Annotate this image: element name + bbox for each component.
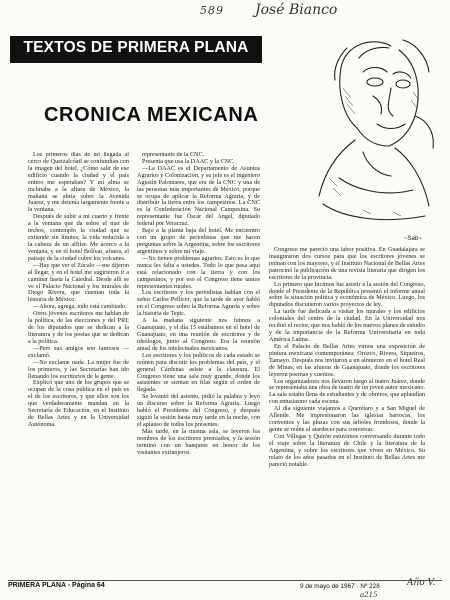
paragraph: A la mañana siguiente nos fuimos a Guanajuato, y el día 15 estábamos en el hotel de Guanajuato, en una reunión de escritores y de ideólogos, junto al Congreso. Era la reunión anual de los intelectuales mexicanos. [137, 317, 260, 352]
article-column-3 [269, 247, 425, 576]
paragraph: Al día siguiente viajamos a Querétaro y a San Miguel de Allende. Me impresionaron las iglesias barrocas, los conventos y las plazas con sus árboles frondosos, donde la gente se reúne al atardecer para conversar. [269, 405, 425, 433]
paragraph: Los organizadores nos llevaron luego al teatro Juárez, donde se representaba una obra de teatro de un joven autor mexicano. La sala estaba llena de estudiantes y de obreros, que aplaudían con entusiasmo cada escena. [269, 377, 425, 406]
section-banner [10, 36, 262, 63]
handwritten-archive-number: 589 [200, 4, 224, 17]
paragraph: Se levantó del asiento, pidió la palabra y leyó un discurso sobre la Reforma Agraria. Luego habló el Presidente del Congreso, y después siguió la sesión hasta muy tarde en la noche, con el aplauso de todos los presentes. [137, 393, 260, 428]
paragraph: Congreso me pareció una labor positiva. En Guadalajara se inauguraron dos cursos para que los escritores jóvenes se reúnan con los mayores, y el Instituto Nacional de Bellas Artes patrocinó la publicación de una revista literaria que dirigen los escritores de la provincia. [269, 247, 425, 281]
paragraph: Explicó que uno de los grupos que se ocupan de la cosa pública en el país es el de los escritores, y que ellos son los que verdaderamente mandan en la Secretaría de Educación, en el Instituto de Bellas Artes y en la Universidad Autónoma. [28, 379, 129, 428]
paragraph: En el Palacio de Bellas Artes vimos una exposición de pintura mexicana contemporánea: Orozco, Rivera, Siqueiros, Tamayo. Después nos invitaron a un almuerzo en el hotel Real de Minas, en las afueras de Guanajuato, donde los escritores leyeron poemas y cuentos. [269, 342, 425, 378]
paragraph: La tarde fue dedicada a visitar los murales y los edificios coloniales del centro de la ciudad. En la Universidad nos recibió el rector, que nos habló de los nuevos planes de estudio y de la importancia de la Reforma Universitaria en toda América Latina. [269, 308, 425, 343]
article-column-2 [137, 152, 260, 576]
artist-signature: ~Sab~ [404, 236, 422, 242]
section-title: TEXTOS DE PRIMERA PLANA [23, 39, 249, 56]
paragraph: —Ahora, agrega, todo está cambiado. [33, 303, 127, 311]
paragraph: representante de la CNC. [142, 152, 205, 158]
article-column-1 [28, 152, 129, 576]
handwritten-author-name: José Bianco [255, 2, 338, 18]
handwritten-page-number: a215 [360, 591, 378, 599]
paragraph: Después de subir a mi cuarto y frente a la ventana que da sobre el mar de techos, contemplo la ciudad que se extiende sin límites; la vida reducida a la cabeza de un alfiler. Me acerco a la ventana, y en el hotel Bolívar, afuera, el paisaje de la ciudad cubre los volcanes. [28, 213, 129, 262]
paragraph: Lo primero que hicimos fue asistir a la sesión del Congreso, donde el Presidente de la República presentó el informe anual sobre la situación política y económica de México. Luego, los diputados discutieron varios proyectos de ley. [269, 280, 425, 309]
paragraph: —No exclame nada. La mujer fue de los primeros, y las Secretarías han ido llenando los escritorios de la gente. [28, 358, 129, 380]
publication-page-label: PRIMERA PLANA - Página 64 [8, 582, 105, 589]
paragraph: Los escritores y los periodistas hablan con el señor Carlos Pellicer, que la tarde de ayer habló en el Congreso sobre la Reforma Agraria y sobre la historia de Tepic. [137, 289, 260, 318]
paragraph: Otros jóvenes escritores me hablan de la política, de las elecciones y del PRI; de los diputados que se dedican a la literatura y de los poetas que se dedican a la política. [28, 310, 129, 345]
paragraph: Con Villegas y Quirón estuvimos conversando durante todo el viaje sobre la literatura de Chile y la literatura de la Argentina, y sobre los escritores que viven en México. Su relato de los años pasados en el Instituto de Bellas Artes me pareció notable. [269, 432, 425, 468]
paragraph: Los escritores y los políticos de cada estado se reúnen para discutir los problemas del país, y el general Cárdenas asiste a la clausura. El Congreso tiene una sala muy grande, donde los asistentes se sientan en filas según el orden de llegada. [137, 351, 260, 394]
paragraph: —La DAAC es el Departamento de Asuntos Agrarios y Colonización, y su jefe es el ingeniero Agustín Palomares, que era de la CNC y una de las personas más importantes de México, porque se ocupa de aplicar la Reforma Agraria, y de distribuir la tierra entre los campesinos. La CNC es la Confederación Nacional Campesina. Su representante fue Óscar del Angel, diputado federal por Veracruz. [137, 164, 260, 228]
paragraph: —Hay que ver el Zócalo —me dijeron al llegar, y en el hotel me sugirieron ir a caminar hasta la Catedral. Desde allí se ve el Palacio Nacional y los murales de Diego Rivera, que cuentan toda la historia de México. [28, 261, 129, 304]
paragraph: Los primeros días de mi llegada al cerco de Quetzalcóatl se confundían con la imagen del hotel. ¿Cómo salir de ese edificio cuando la ciudad y el país entero me esperaban? Y mi alma se inclinaba a la altura de México, la mañana se abría sobre la Avenida Juárez, y me detenía largamente frente a la ventana. [28, 152, 129, 214]
issue-date-label: 9 de mayo de 1967 · Nº 228 [300, 583, 380, 590]
author-portrait-illustration [303, 28, 445, 236]
footer-divider [8, 580, 442, 581]
paragraph: Más tarde, en la misma sala, se leyeron los nombres de los escritores premiados, y la sesión terminó con un banquete en honor de los visitantes extranjeros. [137, 427, 260, 456]
paragraph: —No tienen problemas agrarios. Esto es lo que nunca les falta a ustedes. Todo lo que pasa aquí está relacionado con la tierra y con los campesinos, y por eso el Congreso tiene tantos representantes rurales. [137, 254, 260, 290]
article-headline: CRONICA MEXICANA [44, 104, 259, 126]
paragraph: Bajo a la planta baja del hotel. Me encuentro con un grupo de periodistas que me hacen preguntas sobre la Argentina, sobre los escritores argentinos y sobre mi viaje. [137, 227, 260, 255]
paragraph: —Pero sus amigos son famosos —exclamó. [28, 344, 129, 359]
paragraph: Presenta que usa la DAAC y la CNC. [142, 157, 235, 165]
handwritten-volume-note: Año V. [407, 578, 436, 588]
